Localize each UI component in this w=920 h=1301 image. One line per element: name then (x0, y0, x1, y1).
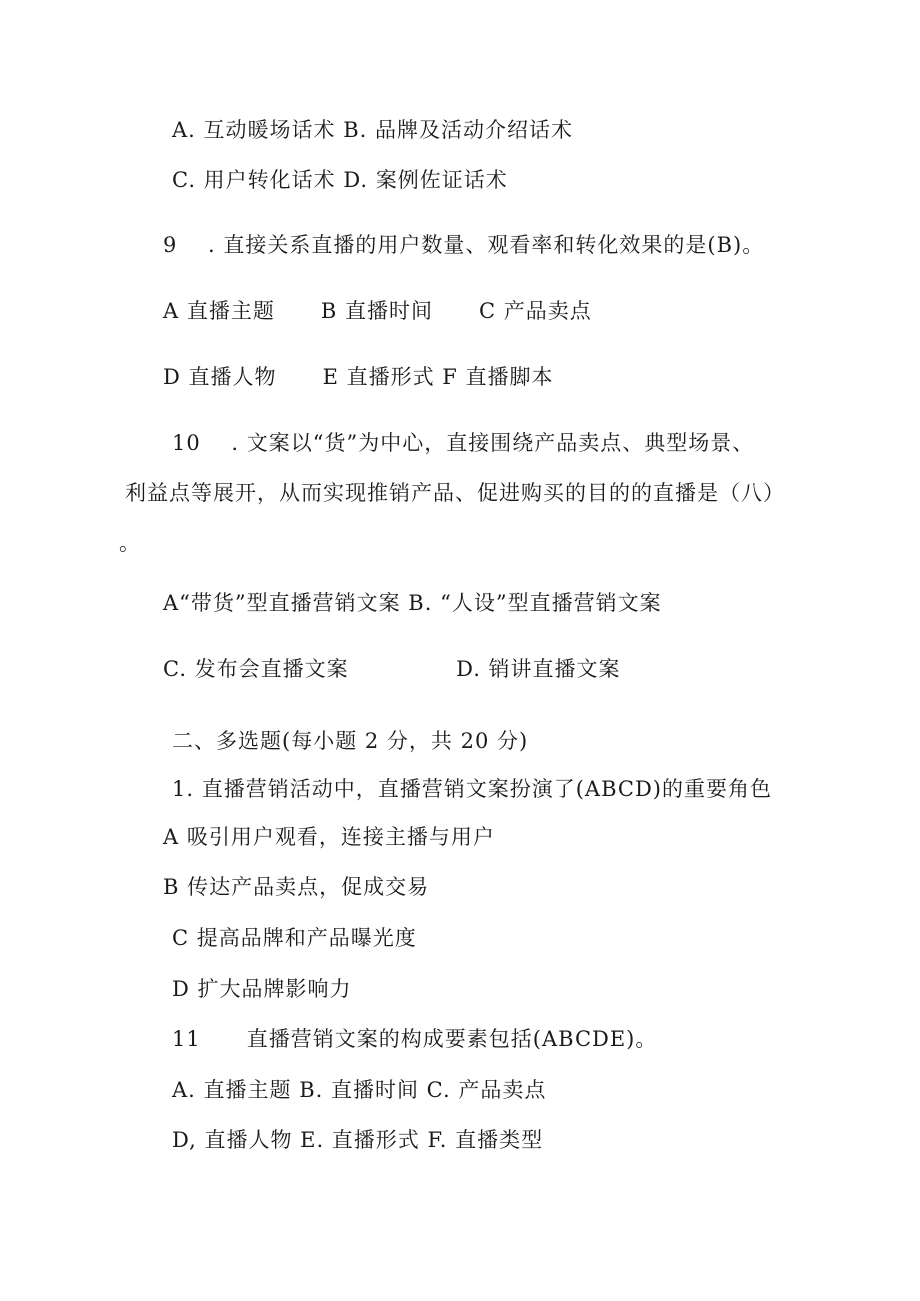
m1-option-a: A 吸引用户观看，连接主播与用户 (163, 825, 495, 849)
q10-stem-line-3: 。 (119, 531, 141, 555)
m1-option-c: C 提高品牌和产品曝光度 (172, 926, 417, 950)
q9-options-abc: A 直播主题 B 直播时间 C 产品卖点 (163, 299, 592, 323)
q10-stem-line-2: 利益点等展开，从而实现推销产品、促进购买的目的的直播是（八） (125, 481, 785, 505)
q9-options-def: D 直播人物 E 直播形式 F 直播脚本 (163, 365, 554, 389)
q10-options-ab: A“带货”型直播营销文案 B. “人设”型直播营销文案 (163, 591, 662, 615)
q8-options-ab: A. 互动暖场话术 B. 品牌及活动介绍话术 (172, 118, 573, 142)
section-2-heading: 二、多选题(每小题 2 分，共 20 分) (172, 729, 529, 753)
q8-options-cd: C. 用户转化话术 D. 案例佐证话术 (172, 168, 508, 192)
q9-stem: 9 . 直接关系直播的用户数量、观看率和转化效果的是(B)。 (163, 233, 765, 257)
q10-options-cd: C. 发布会直播文案 D. 销讲直播文案 (163, 657, 621, 681)
q10-stem-line-1: 10 . 文案以“货”为中心，直接围绕产品卖点、典型场景、 (172, 431, 755, 455)
m1-option-b: B 传达产品卖点，促成交易 (163, 875, 430, 899)
m11-options-def: D, 直播人物 E. 直播形式 F. 直播类型 (172, 1128, 544, 1152)
m1-stem: 1. 直播营销活动中，直播营销文案扮演了(ABCD)的重要角色 (172, 777, 772, 801)
m11-options-abc: A. 直播主题 B. 直播时间 C. 产品卖点 (172, 1078, 547, 1102)
m1-option-d: D 扩大品牌影响力 (172, 977, 352, 1001)
m11-stem: 11 直播营销文案的构成要素包括(ABCDE)。 (172, 1027, 658, 1051)
